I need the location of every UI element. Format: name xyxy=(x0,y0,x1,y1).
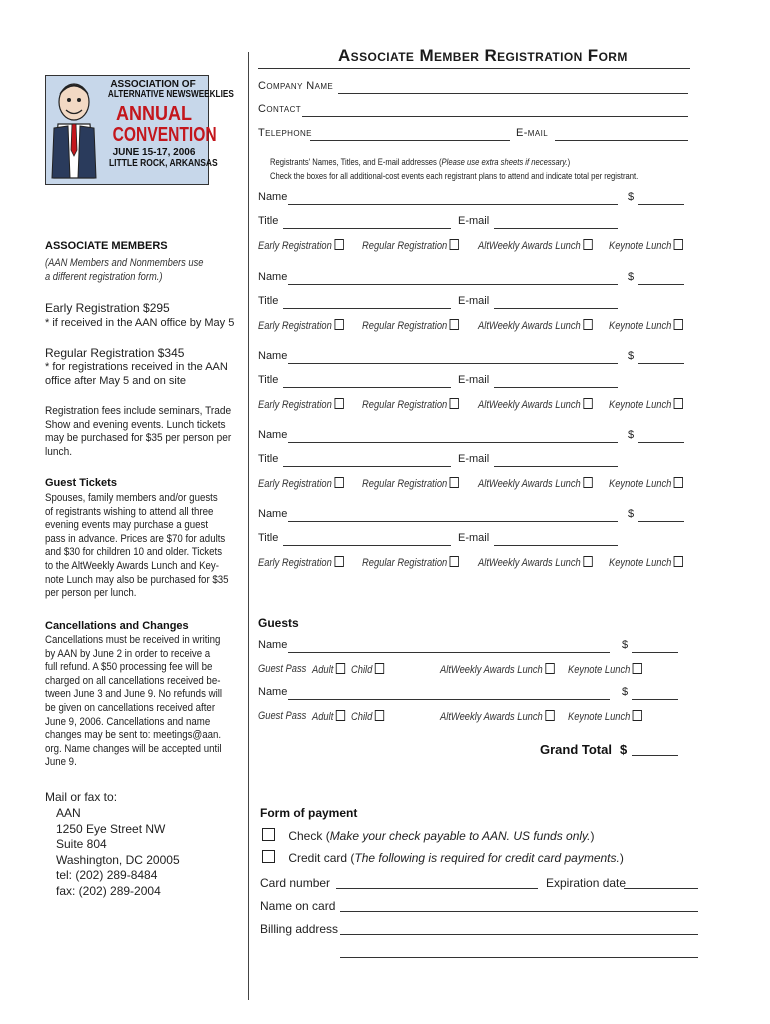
contact-field[interactable] xyxy=(302,116,688,117)
grand-total-label: Grand Total xyxy=(540,742,612,757)
registrant-2-early-checkbox[interactable] xyxy=(334,319,343,330)
registrant-2-name-label: Name xyxy=(258,271,288,283)
registrant-1-name-label: Name xyxy=(258,191,288,203)
guest-1-amount-field[interactable] xyxy=(632,652,678,653)
credit-card-label: Credit card ( xyxy=(288,851,355,865)
contact-label: Contact xyxy=(258,103,302,115)
early-registration-note: * if received in the AAN office by May 5 xyxy=(45,317,235,329)
logo-assoc-line2: ALTERNATIVE NEWSWEEKLIES xyxy=(107,89,234,100)
registrant-3-title-label: Title xyxy=(258,374,279,386)
registrant-4-keynote-checkbox[interactable] xyxy=(674,477,683,488)
guest-2-awards-option[interactable]: AltWeekly Awards Lunch xyxy=(440,710,555,723)
guest-1-pass-label: Guest Pass xyxy=(258,663,307,675)
registrant-3-email-field[interactable] xyxy=(494,387,618,388)
registrant-1-awards-checkbox[interactable] xyxy=(583,239,592,250)
telephone-label: Telephone xyxy=(258,127,312,139)
registrant-1-early-option[interactable]: Early Registration xyxy=(258,239,344,252)
mail-address: AAN 1250 Eye Street NW Suite 804 Washington, DC 20005 tel: (202) 289-8484 fax: (202) 289-2004 xyxy=(56,806,180,898)
billing-address-field-2[interactable] xyxy=(340,957,698,958)
card-number-label: Card number xyxy=(260,876,331,890)
registrant-4-early-checkbox[interactable] xyxy=(334,477,343,488)
guest-2-keynote-checkbox[interactable] xyxy=(633,710,642,721)
cancellations-text: Cancellations must be received in writing by AAN by June 2 in order to receive a full refund. A $50 processing fee will be charged on all cancellations received be- tween June 3 and June 9. No refunds will be given on cancellations received after June 9, 2006. Cancellations and name changes may be sent to: meetings@aan. org. Name changes will be accepted until June 9. xyxy=(45,634,223,769)
guest-2-keynote-option[interactable]: Keynote Lunch xyxy=(568,710,642,723)
registrant-5-regular-option[interactable]: Regular Registration xyxy=(362,556,459,569)
guest-1-keynote-option[interactable]: Keynote Lunch xyxy=(568,663,642,676)
registrant-1-amount-field[interactable] xyxy=(638,204,684,205)
registrant-2-title-label: Title xyxy=(258,295,279,307)
registrant-3-regular-option[interactable]: Regular Registration xyxy=(362,398,459,411)
registrant-4-awards-option[interactable]: AltWeekly Awards Lunch xyxy=(478,477,593,490)
registrant-1-dollar: $ xyxy=(628,191,635,203)
registrant-2-email-label: E-mail xyxy=(458,295,490,307)
registrant-3-keynote-option[interactable]: Keynote Lunch xyxy=(609,398,683,411)
registrant-4-early-option[interactable]: Early Registration xyxy=(258,477,344,490)
registrant-1-awards-option[interactable]: AltWeekly Awards Lunch xyxy=(478,239,593,252)
check-note: Make your check payable to AAN. US funds only. xyxy=(329,829,591,843)
check-label: Check ( xyxy=(288,829,330,843)
billing-address-label: Billing address xyxy=(260,922,339,936)
regular-registration-price: Regular Registration $345 xyxy=(45,346,185,360)
registrant-1-email-field[interactable] xyxy=(494,228,618,229)
guest-1-awards-checkbox[interactable] xyxy=(545,663,554,674)
check-option[interactable]: Check (Make your check payable to AAN. US funds only.) xyxy=(262,828,594,843)
registrant-4-regular-option[interactable]: Regular Registration xyxy=(362,477,459,490)
guest-2-adult-checkbox[interactable] xyxy=(336,710,345,721)
logo-convention: CONVENTION xyxy=(112,124,217,146)
registrant-3-awards-option[interactable]: AltWeekly Awards Lunch xyxy=(478,398,593,411)
regular-registration-note: * for registrations received in the AAN office after May 5 and on site xyxy=(45,361,228,387)
registrant-5-email-label: E-mail xyxy=(458,532,490,544)
convention-logo xyxy=(45,75,234,185)
credit-card-option[interactable]: Credit card (The following is required for credit card payments.) xyxy=(262,850,624,865)
aan-members-note: (AAN Members and Nonmembers use a different registration form.) xyxy=(45,257,204,283)
registrant-1-name-field[interactable] xyxy=(288,204,618,205)
registrant-5-early-option[interactable]: Early Registration xyxy=(258,556,344,569)
mail-label: Mail or fax to: xyxy=(45,790,118,804)
logo-city: LITTLE ROCK, ARKANSAS xyxy=(108,158,218,169)
registrant-1-email-label: E-mail xyxy=(458,215,490,227)
fees-text: Registration fees include seminars, Trade Show and evening events. Lunch tickets may be purchased for $35 per person per lunch. xyxy=(45,405,232,458)
registrant-2-awards-checkbox[interactable] xyxy=(583,319,592,330)
guest-1-child-option[interactable]: Child xyxy=(351,663,384,676)
registrant-5-name-field[interactable] xyxy=(288,521,618,522)
registrants-note: Registrants' Names, Titles, and E-mail addresses (Please use extra sheets if necessary.) xyxy=(270,157,571,167)
registrant-3-title-field[interactable] xyxy=(283,387,451,388)
guest-1-awards-option[interactable]: AltWeekly Awards Lunch xyxy=(440,663,555,676)
registrant-4-title-field[interactable] xyxy=(283,466,451,467)
registrant-4-name-field[interactable] xyxy=(288,442,618,443)
registrant-1-title-label: Title xyxy=(258,215,279,227)
registrant-5-early-checkbox[interactable] xyxy=(334,556,343,567)
company-email-field[interactable] xyxy=(555,140,688,141)
registrant-4-email-label: E-mail xyxy=(458,453,490,465)
guests-heading: Guests xyxy=(258,616,299,630)
registrant-1-keynote-option[interactable]: Keynote Lunch xyxy=(609,239,683,252)
guest-2-child-checkbox[interactable] xyxy=(375,710,384,721)
registrant-3-awards-checkbox[interactable] xyxy=(583,398,592,409)
column-divider xyxy=(248,52,249,1000)
guest-1-child-checkbox[interactable] xyxy=(375,663,384,674)
name-on-card-field[interactable] xyxy=(340,911,698,912)
guest-tickets-text: Spouses, family members and/or guests of registrants wishing to attend all three evening events may purchase a guest pass in advance. Prices are $70 for adults and $30 for children 10 and older. Tickets to the AltWeekly Awards Lunch and Key- note Lunch may also be purchased for $35 per person per lunch. xyxy=(45,492,229,600)
company-name-label: Company Name xyxy=(258,80,334,92)
registrant-5-keynote-option[interactable]: Keynote Lunch xyxy=(609,556,683,569)
registrant-2-name-field[interactable] xyxy=(288,284,618,285)
registrant-5-keynote-checkbox[interactable] xyxy=(674,556,683,567)
registrant-1-title-field[interactable] xyxy=(283,228,451,229)
guest-1-dollar: $ xyxy=(622,639,629,651)
guest-1-name-label: Name xyxy=(258,639,288,651)
registrant-4-dollar: $ xyxy=(628,429,635,441)
registrant-5-name-label: Name xyxy=(258,508,288,520)
registrant-4-title-label: Title xyxy=(258,453,279,465)
registrant-2-title-field[interactable] xyxy=(283,308,451,309)
registrant-3-regular-checkbox[interactable] xyxy=(450,398,459,409)
registrant-2-awards-option[interactable]: AltWeekly Awards Lunch xyxy=(478,319,593,332)
registrant-4-amount-field[interactable] xyxy=(638,442,684,443)
guest-2-name-label: Name xyxy=(258,686,288,698)
registrant-4-name-label: Name xyxy=(258,429,288,441)
grand-total-field[interactable] xyxy=(632,755,678,756)
guest-1-keynote-checkbox[interactable] xyxy=(633,663,642,674)
logo-annual: ANNUAL xyxy=(116,103,192,125)
registrant-4-keynote-option[interactable]: Keynote Lunch xyxy=(609,477,683,490)
company-name-field[interactable] xyxy=(338,93,688,94)
form-title: Associate Member Registration Form xyxy=(338,46,628,65)
registrant-2-early-option[interactable]: Early Registration xyxy=(258,319,344,332)
registrant-3-dollar: $ xyxy=(628,350,635,362)
payment-heading: Form of payment xyxy=(260,806,358,820)
registrant-5-dollar: $ xyxy=(628,508,635,520)
registrant-3-name-field[interactable] xyxy=(288,363,618,364)
registrant-4-awards-checkbox[interactable] xyxy=(583,477,592,488)
registrant-5-awards-checkbox[interactable] xyxy=(583,556,592,567)
title-rule xyxy=(258,68,690,69)
guest-1-name-field[interactable] xyxy=(288,652,610,653)
associate-members-heading: ASSOCIATE MEMBERS xyxy=(45,240,168,252)
caricature-icon xyxy=(50,80,102,180)
name-on-card-label: Name on card xyxy=(260,899,336,913)
registrant-2-regular-option[interactable]: Regular Registration xyxy=(362,319,459,332)
registrant-5-email-field[interactable] xyxy=(494,545,618,546)
registrant-3-keynote-checkbox[interactable] xyxy=(674,398,683,409)
check-checkbox[interactable] xyxy=(262,828,275,841)
card-number-field[interactable] xyxy=(336,888,538,889)
logo-dates: JUNE 15-17, 2006 xyxy=(112,147,196,158)
guest-2-pass-label: Guest Pass xyxy=(258,710,307,722)
registrant-5-awards-option[interactable]: AltWeekly Awards Lunch xyxy=(478,556,593,569)
registrant-5-amount-field[interactable] xyxy=(638,521,684,522)
guest-2-amount-field[interactable] xyxy=(632,699,678,700)
registrant-3-early-option[interactable]: Early Registration xyxy=(258,398,344,411)
guest-1-adult-checkbox[interactable] xyxy=(336,663,345,674)
guest-tickets-heading: Guest Tickets xyxy=(45,477,117,489)
registrant-3-name-label: Name xyxy=(258,350,288,362)
registrant-1-early-checkbox[interactable] xyxy=(334,239,343,250)
registrant-1-regular-option[interactable]: Regular Registration xyxy=(362,239,459,252)
guest-2-dollar: $ xyxy=(622,686,629,698)
registrant-2-regular-checkbox[interactable] xyxy=(450,319,459,330)
registrant-2-keynote-option[interactable]: Keynote Lunch xyxy=(609,319,683,332)
registrant-2-email-field[interactable] xyxy=(494,308,618,309)
cancellations-heading: Cancellations and Changes xyxy=(45,620,189,632)
registrant-4-email-field[interactable] xyxy=(494,466,618,467)
registrant-4-regular-checkbox[interactable] xyxy=(450,477,459,488)
registrant-5-title-field[interactable] xyxy=(283,545,451,546)
credit-card-note: The following is required for credit card payments. xyxy=(354,851,620,865)
guest-2-child-option[interactable]: Child xyxy=(351,710,384,723)
registrants-instructions: Check the boxes for all additional-cost events each registrant plans to attend and indicate total per registrant. xyxy=(270,171,639,181)
registrant-1-regular-checkbox[interactable] xyxy=(450,239,459,250)
expiration-field[interactable] xyxy=(624,888,698,889)
credit-card-checkbox[interactable] xyxy=(262,850,275,863)
registrant-5-regular-checkbox[interactable] xyxy=(450,556,459,567)
early-registration-price: Early Registration $295 xyxy=(45,301,170,315)
guest-1-adult-option[interactable]: Adult xyxy=(312,663,345,676)
grand-total-dollar: $ xyxy=(620,742,628,757)
registrant-2-keynote-checkbox[interactable] xyxy=(674,319,683,330)
logo-assoc-line1: ASSOCIATION OF xyxy=(110,79,196,90)
billing-address-field[interactable] xyxy=(340,934,698,935)
registrant-2-dollar: $ xyxy=(628,271,635,283)
registrant-1-keynote-checkbox[interactable] xyxy=(674,239,683,250)
email-label: E-mail xyxy=(516,127,549,139)
telephone-field[interactable] xyxy=(310,140,510,141)
guest-2-adult-option[interactable]: Adult xyxy=(312,710,345,723)
registrant-3-amount-field[interactable] xyxy=(638,363,684,364)
registrant-5-title-label: Title xyxy=(258,532,279,544)
expiration-label: Expiration date xyxy=(546,876,627,890)
registrant-3-early-checkbox[interactable] xyxy=(334,398,343,409)
guest-2-awards-checkbox[interactable] xyxy=(545,710,554,721)
registrant-2-amount-field[interactable] xyxy=(638,284,684,285)
registrant-3-email-label: E-mail xyxy=(458,374,490,386)
guest-2-name-field[interactable] xyxy=(288,699,610,700)
